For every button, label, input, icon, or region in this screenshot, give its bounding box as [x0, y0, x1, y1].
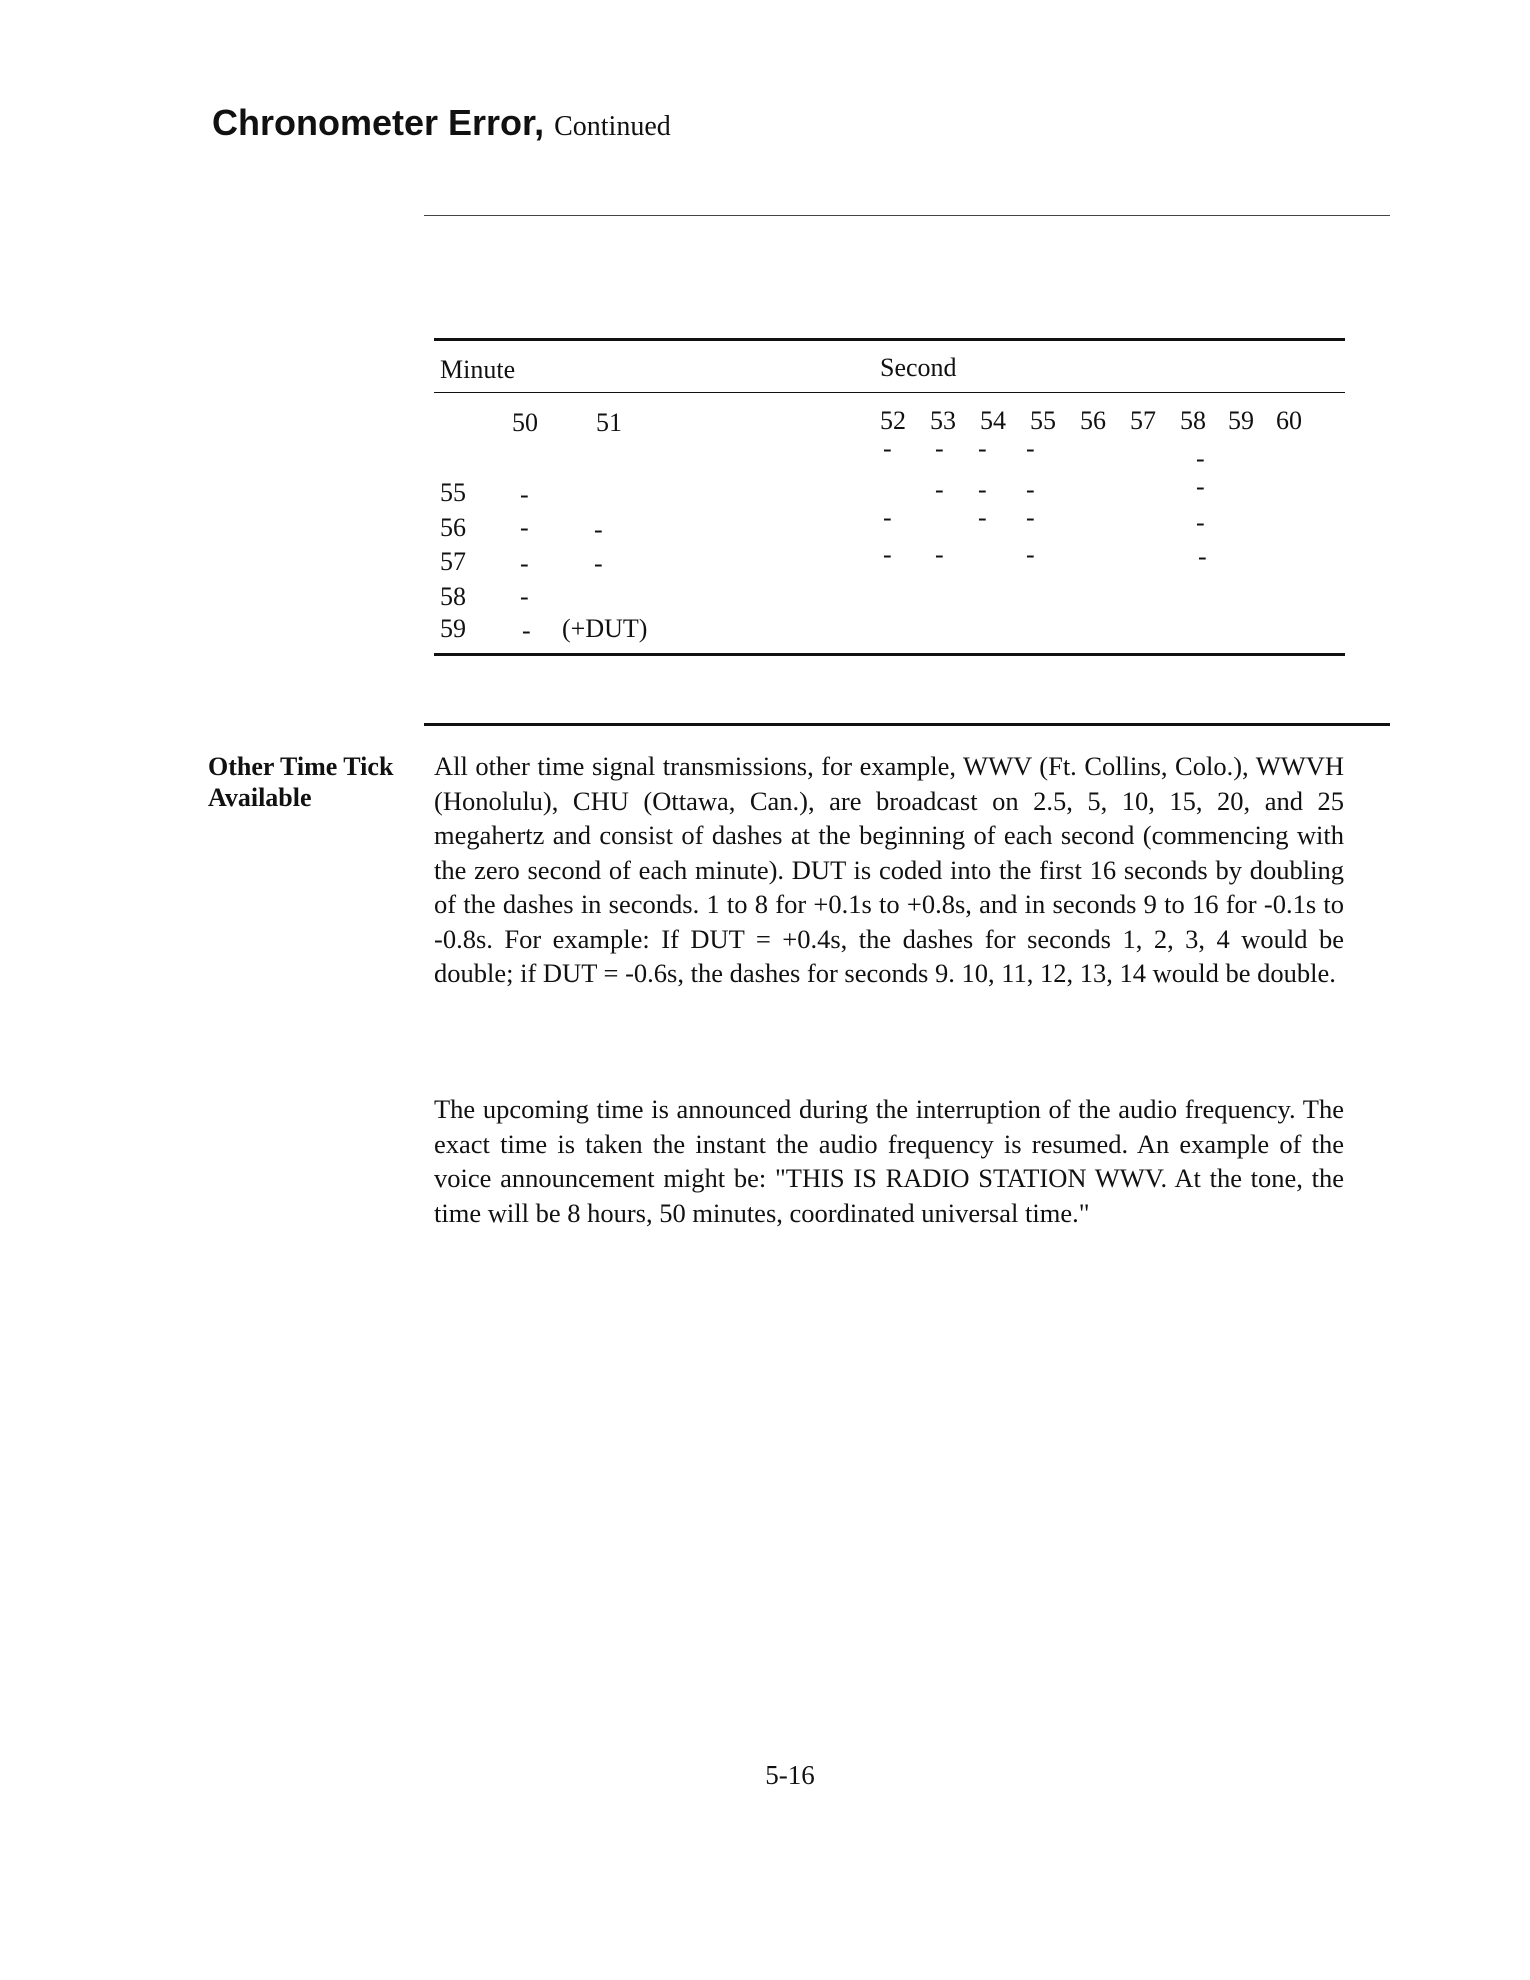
- second-mark: -: [1026, 503, 1035, 532]
- minute-cell: 59: [440, 614, 466, 643]
- minute-51-mark: -: [594, 515, 603, 544]
- section-label: [208, 751, 393, 813]
- second-header-cell: 52: [880, 406, 906, 435]
- minute-50-mark: -: [522, 616, 531, 645]
- minute-50-mark: -: [520, 549, 529, 578]
- second-header-cell: 53: [930, 406, 956, 435]
- minute-51-mark: -: [594, 549, 603, 578]
- section-label-line: Other Time Tick: [208, 752, 394, 781]
- minute-50-mark: -: [520, 513, 529, 542]
- second-mark: -: [1026, 434, 1035, 463]
- minute-cell: 56: [440, 513, 466, 542]
- minute-cell: 57: [440, 547, 466, 576]
- second-mark: -: [1198, 542, 1207, 571]
- second-header-cell: 59: [1228, 406, 1254, 435]
- section-label-line: Available: [208, 783, 312, 812]
- body-paragraph-1: All other time signal transmissions, for example, WWV (Ft. Collins, Colo.), WWVH (Honolulu), CHU (Ottawa, Can.), are broadcast on 2.5, 5, 10, 15, 20, and 25 megahertz and consist of dashes at the beginning of each second (commencing with the zero second of each minute). DUT is coded into the first 16 seconds by doubling of the dashes in seconds. 1 to 8 for +0.1s to +0.8s, and in seconds 9 to 16 for -0.1s to -0.8s. For example: If DUT = +0.4s, the dashes for seconds 1, 2, 3, 4 would be double; if DUT = -0.6s, the dashes for seconds 9. 10, 11, 12, 13, 14 would be double.: [434, 751, 1344, 988]
- column-header-minute: Minute: [440, 355, 516, 384]
- second-header-cell: 57: [1130, 406, 1156, 435]
- second-mark: -: [935, 434, 944, 463]
- page-title-main: Chronometer Error,: [212, 102, 545, 143]
- body-paragraph-2: The upcoming time is announced during the interruption of the audio frequency. The exact time is taken the instant the audio frequency is resumed. An example of the voice announcement might be: "THIS IS RADIO STATION WWV. At the tone, the time will be 8 hours, 50 minutes, coordinated universal time.": [434, 1094, 1344, 1228]
- table-top-rule: [434, 338, 1345, 341]
- minute-subcol-50: 50: [512, 408, 538, 437]
- second-mark: -: [935, 540, 944, 569]
- column-header-second: Second: [880, 353, 957, 382]
- page-number: 5-16: [765, 1760, 815, 1790]
- second-mark: -: [883, 503, 892, 532]
- second-mark: -: [935, 475, 944, 504]
- section-divider: [424, 723, 1390, 726]
- table-header-rule: [434, 392, 1345, 393]
- second-mark: -: [1196, 472, 1205, 501]
- second-mark: -: [883, 540, 892, 569]
- minute-50-mark: -: [520, 582, 529, 611]
- second-mark: -: [978, 503, 987, 532]
- second-mark: -: [1026, 540, 1035, 569]
- minute-51-mark: (+DUT): [562, 614, 648, 643]
- header-divider: [424, 215, 1390, 216]
- second-mark: -: [1026, 475, 1035, 504]
- minute-cell: 55: [440, 478, 466, 507]
- minute-cell: 58: [440, 582, 466, 611]
- second-header-cell: 58: [1180, 406, 1206, 435]
- second-header-cell: 56: [1080, 406, 1106, 435]
- table-bottom-rule: [434, 653, 1345, 656]
- second-mark: -: [1196, 444, 1205, 473]
- minute-subcol-51: 51: [596, 408, 622, 437]
- minute-50-mark: -: [520, 480, 529, 509]
- second-mark: -: [1196, 508, 1205, 537]
- second-header-cell: 60: [1276, 406, 1302, 435]
- second-mark: -: [883, 434, 892, 463]
- second-mark: -: [978, 475, 987, 504]
- second-header-cell: 54: [980, 406, 1006, 435]
- second-header-cell: 55: [1030, 406, 1056, 435]
- second-mark: -: [978, 434, 987, 463]
- page-title-continued: Continued: [554, 111, 671, 142]
- page-title: [212, 102, 671, 144]
